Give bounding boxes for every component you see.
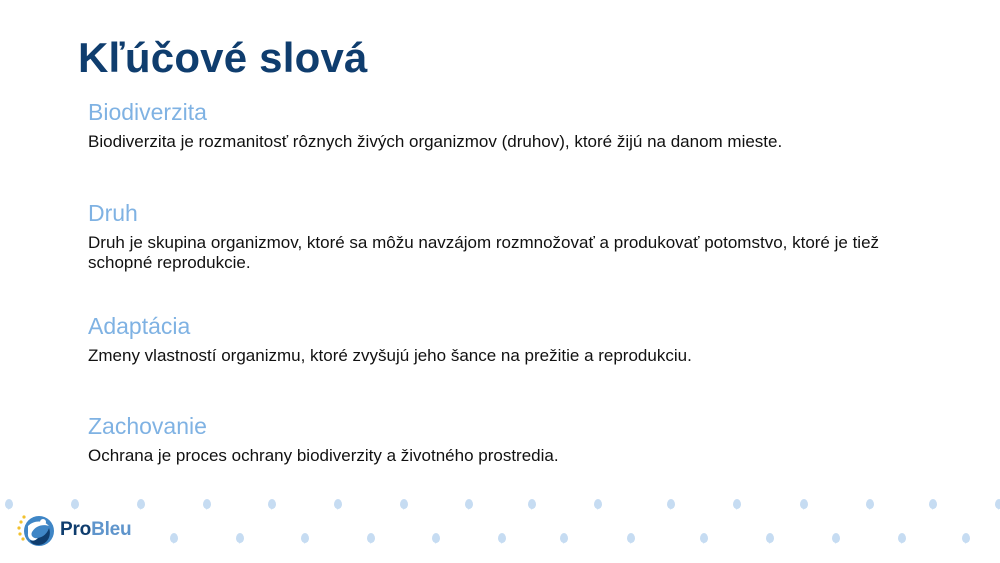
- water-drop-icon: [334, 499, 342, 509]
- water-drop-icon: [137, 499, 145, 509]
- water-drop-icon: [301, 533, 309, 543]
- water-drop-icon: [766, 533, 774, 543]
- water-drop-pattern: [0, 490, 1000, 550]
- keyword-section-zachovanie: [88, 412, 928, 466]
- keyword-heading: Zachovanie: [88, 413, 207, 439]
- water-drop-icon: [962, 533, 970, 543]
- water-drop-icon: [733, 499, 741, 509]
- slide-title: Kľúčové slová: [78, 34, 368, 81]
- water-drop-icon: [560, 533, 568, 543]
- water-drop-icon: [995, 499, 1000, 509]
- water-drop-icon: [800, 499, 808, 509]
- water-drop-icon: [203, 499, 211, 509]
- water-drop-icon: [528, 499, 536, 509]
- water-drop-icon: [170, 533, 178, 543]
- keyword-heading: Biodiverzita: [88, 99, 207, 125]
- water-drop-icon: [400, 499, 408, 509]
- probleu-logo-text: ProBleu: [60, 519, 132, 540]
- water-drop-icon: [898, 533, 906, 543]
- water-drop-icon: [700, 533, 708, 543]
- keyword-section-adaptacia: [88, 312, 928, 366]
- water-drop-icon: [432, 533, 440, 543]
- water-drop-icon: [465, 499, 473, 509]
- water-drop-icon: [627, 533, 635, 543]
- probleu-logo-icon: [16, 512, 56, 548]
- water-drop-icon: [71, 499, 79, 509]
- keyword-definition: Zmeny vlastností organizmu, ktoré zvyšujú jeho šance na prežitie a reprodukciu.: [88, 346, 692, 365]
- water-drop-icon: [5, 499, 13, 509]
- water-drop-icon: [498, 533, 506, 543]
- keyword-heading: Druh: [88, 200, 138, 226]
- water-drop-icon: [667, 499, 675, 509]
- water-drop-icon: [367, 533, 375, 543]
- keyword-section-biodiverzita: [88, 98, 928, 152]
- water-drop-icon: [929, 499, 937, 509]
- keyword-definition: Biodiverzita je rozmanitosť rôznych živých organizmov (druhov), ktoré žijú na danom mieste.: [88, 132, 783, 151]
- keyword-definition: Druh je skupina organizmov, ktoré sa môžu navzájom rozmnožovať a produkovať potomstvo, ktoré je tiež schopné reprodukcie.: [88, 233, 880, 272]
- water-drop-icon: [268, 499, 276, 509]
- keyword-definition: Ochrana je proces ochrany biodiverzity a životného prostredia.: [88, 446, 559, 465]
- probleu-logo: [16, 512, 131, 548]
- keyword-section-druh: [88, 199, 928, 273]
- water-drop-icon: [236, 533, 244, 543]
- water-drop-icon: [594, 499, 602, 509]
- keyword-heading: Adaptácia: [88, 313, 191, 339]
- water-drop-icon: [832, 533, 840, 543]
- water-drop-icon: [866, 499, 874, 509]
